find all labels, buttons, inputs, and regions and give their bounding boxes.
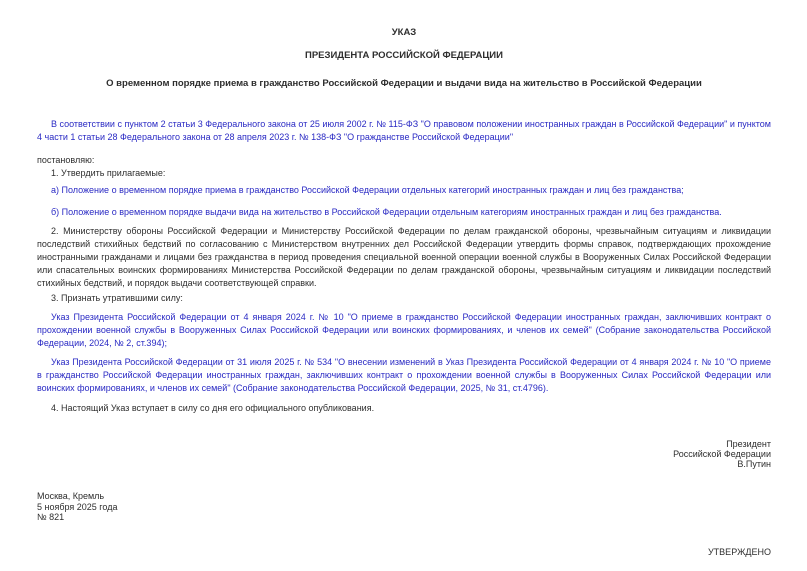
signature-name: В.Путин [737, 459, 771, 469]
issue-number: № 821 [37, 512, 65, 522]
paragraph-item-3: 3. Признать утратившими силу: [51, 293, 183, 303]
issue-place: Москва, Кремль [37, 491, 105, 501]
signature-position: Президент [726, 439, 771, 449]
paragraph-item-4: 4. Настоящий Указ вступает в силу со дня его официального опубликования. [51, 403, 375, 413]
signature-org: Российской Федерации [673, 449, 771, 459]
paragraph-resolve-word: постановляю: [37, 155, 95, 165]
paragraph-item-1b-link[interactable]: б) Положение о временном порядке выдачи вида на жительство в Российской Федерации отдельным категориям иностранных граждан и лиц без гражданства. [51, 207, 722, 217]
paragraph-legal-basis-link[interactable]: В соответствии с пунктом 2 статьи 3 Федерального закона от 25 июля 2002 г. № 115-ФЗ "О правовом положении иностранных граждан в Российской Федерации" и пунктом 4 части 1 статьи 28 Федерального закона от 28 апреля 2023 г. № 138-ФЗ "О гражданстве Российской Федерации" [37, 119, 771, 142]
doc-kind-heading: УКАЗ [391, 27, 417, 38]
doc-title: О временном порядке приема в гражданство Российской Федерации и выдачи вида на жительство в Российской Федерации [106, 78, 702, 89]
doc-issuer-heading: ПРЕЗИДЕНТА РОССИЙСКОЙ ФЕДЕРАЦИИ [305, 50, 503, 61]
paragraph-repealed-decree-534-link[interactable]: Указ Президента Российской Федерации от 31 июля 2025 г. № 534 "О внесении изменений в Указ Президента Российской Федерации от 4 января 2024 г. № 10 "О приеме в гражданство Российской Федерации иностранных граждан, заключивших контракт о прохождении военной службы в Вооруженных Силах Российской Федерации или воинских формированиях, и членов их семей" (Собрание законодательства Российской Федерации, 2025, № 31, ст.4796). [37, 357, 771, 393]
paragraph-item-1: 1. Утвердить прилагаемые: [51, 168, 166, 178]
signature-block [37, 439, 771, 469]
issue-date: 5 ноября 2025 года [37, 501, 118, 512]
paragraph-item-2: 2. Министерству обороны Российской Федерации и Министерству Российской Федерации по делам гражданской обороны, чрезвычайным ситуациям и ликвидации последствий стихийных бедствий по согласованию с Министерством внутренних дел Российской Федерации утвердить формы справок, подтверждающих прохождение иностранными гражданами и лицами без гражданства в период проведения специальной военной операции военной службы в Вооруженных Силах Российской Федерации или спасательных воинских формированиях Министерства Российской Федерации по делам гражданской обороны, чрезвычайным ситуациям и ликвидации последствий стихийных бедствий, и порядок выдачи соответствующей справки. [37, 226, 771, 288]
paragraph-item-1a-link[interactable]: а) Положение о временном порядке приема в гражданство Российской Федерации отдельных категорий иностранных граждан и лиц без гражданства; [51, 185, 684, 195]
issue-block [37, 491, 771, 523]
paragraph-repealed-decree-10-link[interactable]: Указ Президента Российской Федерации от 4 января 2024 г. № 10 "О приеме в гражданство Российской Федерации иностранных граждан, заключивших контракт о прохождении военной службы в Вооруженных Силах Российской Федерации или воинских формированиях, и членов их семей" (Собрание законодательства Российской Федерации, 2024, № 2, ст.394); [37, 312, 771, 348]
approved-stamp: УТВЕРЖДЕНО [707, 546, 771, 557]
